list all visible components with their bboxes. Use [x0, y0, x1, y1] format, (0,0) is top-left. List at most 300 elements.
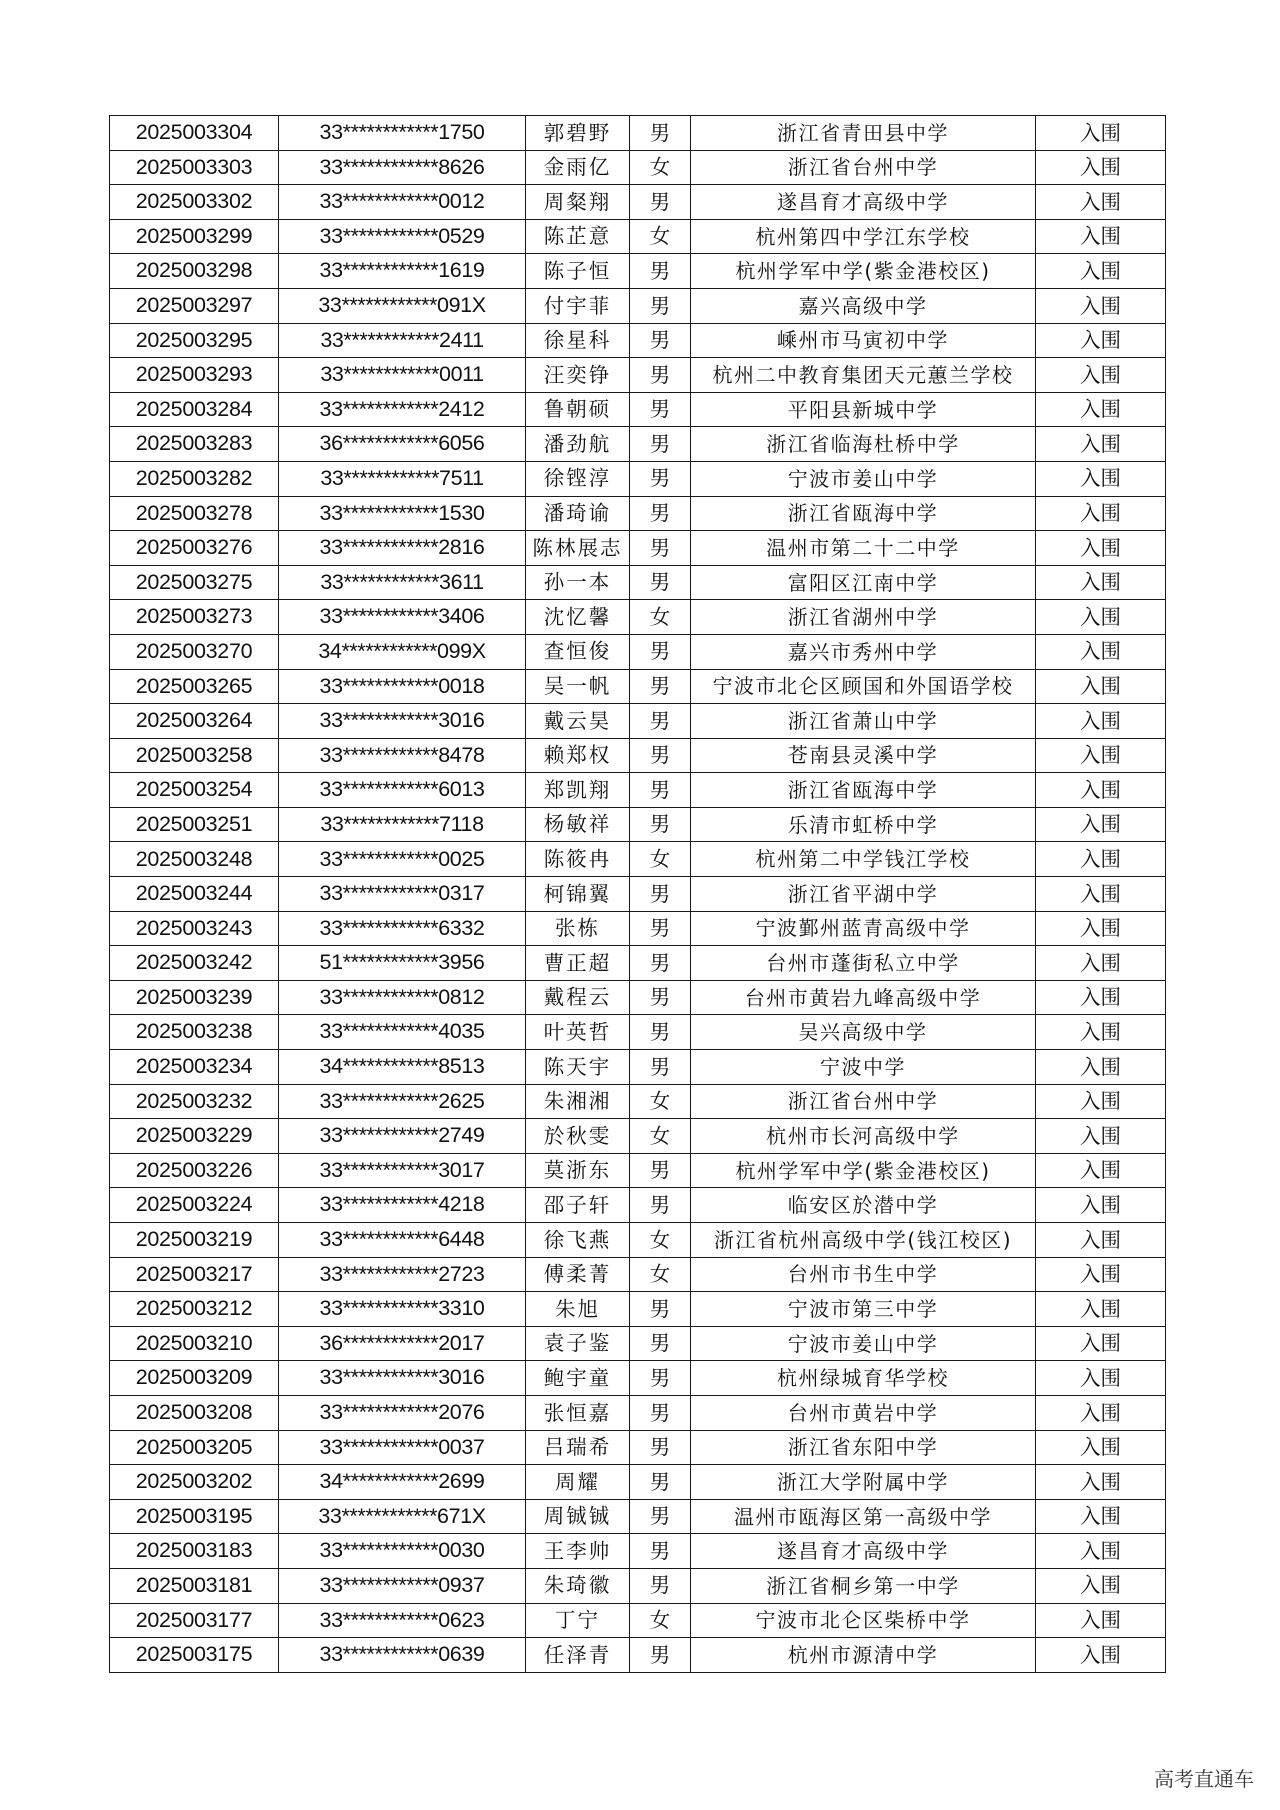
- status: 入围: [1036, 1119, 1166, 1154]
- candidate-name: 陈天宇: [526, 1050, 630, 1085]
- candidate-name: 朱旭: [526, 1292, 630, 1327]
- status: 入围: [1036, 323, 1166, 358]
- school-name: 台州市黄岩九峰高级中学: [691, 980, 1036, 1015]
- id-number: 33************6448: [279, 1223, 526, 1258]
- candidate-name: 朱琦徽: [526, 1568, 630, 1603]
- candidate-id: 2025003212: [110, 1292, 279, 1327]
- gender: 男: [630, 185, 691, 220]
- gender: 男: [630, 946, 691, 981]
- candidate-name: 於秋雯: [526, 1119, 630, 1154]
- id-number: 33************0529: [279, 219, 526, 254]
- candidate-name: 张恒嘉: [526, 1395, 630, 1430]
- gender: 男: [630, 392, 691, 427]
- status: 入围: [1036, 1603, 1166, 1638]
- candidate-id: 2025003273: [110, 600, 279, 635]
- gender: 女: [630, 150, 691, 185]
- candidate-name: 任泽青: [526, 1638, 630, 1673]
- status: 入围: [1036, 1084, 1166, 1119]
- school-name: 杭州学军中学(紫金港校区): [691, 254, 1036, 289]
- school-name: 嵊州市马寅初中学: [691, 323, 1036, 358]
- candidate-id: 2025003284: [110, 392, 279, 427]
- id-number: 33************8626: [279, 150, 526, 185]
- table-row: [110, 288, 1166, 323]
- status: 入围: [1036, 634, 1166, 669]
- table-row: [110, 323, 1166, 358]
- id-number: 33************0639: [279, 1638, 526, 1673]
- school-name: 遂昌育才高级中学: [691, 185, 1036, 220]
- candidate-name: 赖郑权: [526, 738, 630, 773]
- candidate-id: 2025003232: [110, 1084, 279, 1119]
- table-row: [110, 704, 1166, 739]
- id-number: 33************4218: [279, 1188, 526, 1223]
- id-number: 33************2076: [279, 1395, 526, 1430]
- status: 入围: [1036, 1015, 1166, 1050]
- table-row: [110, 1084, 1166, 1119]
- school-name: 宁波市第三中学: [691, 1292, 1036, 1327]
- school-name: 浙江省临海杜桥中学: [691, 427, 1036, 462]
- gender: 男: [630, 1395, 691, 1430]
- status: 入围: [1036, 1153, 1166, 1188]
- table-row: [110, 1326, 1166, 1361]
- candidate-id: 2025003210: [110, 1326, 279, 1361]
- school-name: 遂昌育才高级中学: [691, 1534, 1036, 1569]
- candidate-id: 2025003217: [110, 1257, 279, 1292]
- id-number: 33************1750: [279, 116, 526, 151]
- school-name: 杭州二中教育集团天元蕙兰学校: [691, 358, 1036, 393]
- status: 入围: [1036, 358, 1166, 393]
- table-row: [110, 496, 1166, 531]
- gender: 男: [630, 669, 691, 704]
- candidate-name: 柯锦翼: [526, 877, 630, 912]
- table-row: [110, 1050, 1166, 1085]
- status: 入围: [1036, 773, 1166, 808]
- gender: 女: [630, 1603, 691, 1638]
- candidate-id: 2025003209: [110, 1361, 279, 1396]
- status: 入围: [1036, 185, 1166, 220]
- gender: 男: [630, 1292, 691, 1327]
- school-name: 杭州市源清中学: [691, 1638, 1036, 1673]
- status: 入围: [1036, 842, 1166, 877]
- id-number: 33************0030: [279, 1534, 526, 1569]
- candidate-id: 2025003226: [110, 1153, 279, 1188]
- status: 入围: [1036, 704, 1166, 739]
- gender: 男: [630, 1361, 691, 1396]
- status: 入围: [1036, 738, 1166, 773]
- school-name: 浙江省瓯海中学: [691, 496, 1036, 531]
- id-number: 33************2749: [279, 1119, 526, 1154]
- status: 入围: [1036, 1257, 1166, 1292]
- school-name: 浙江省萧山中学: [691, 704, 1036, 739]
- school-name: 平阳县新城中学: [691, 392, 1036, 427]
- table-row: [110, 634, 1166, 669]
- school-name: 杭州第二中学钱江学校: [691, 842, 1036, 877]
- school-name: 台州市黄岩中学: [691, 1395, 1036, 1430]
- status: 入围: [1036, 980, 1166, 1015]
- school-name: 宁波市姜山中学: [691, 461, 1036, 496]
- id-number: 33************0012: [279, 185, 526, 220]
- status: 入围: [1036, 1638, 1166, 1673]
- school-name: 浙江大学附属中学: [691, 1465, 1036, 1500]
- candidate-id: 2025003293: [110, 358, 279, 393]
- gender: 女: [630, 1084, 691, 1119]
- id-number: 33************6013: [279, 773, 526, 808]
- candidate-name: 徐星科: [526, 323, 630, 358]
- school-name: 浙江省东阳中学: [691, 1430, 1036, 1465]
- candidate-id: 2025003264: [110, 704, 279, 739]
- status: 入围: [1036, 669, 1166, 704]
- id-number: 33************671X: [279, 1499, 526, 1534]
- gender: 男: [630, 704, 691, 739]
- candidate-id: 2025003295: [110, 323, 279, 358]
- status: 入围: [1036, 565, 1166, 600]
- id-number: 33************0317: [279, 877, 526, 912]
- candidate-id: 2025003242: [110, 946, 279, 981]
- school-name: 浙江省湖州中学: [691, 600, 1036, 635]
- candidate-id: 2025003195: [110, 1499, 279, 1534]
- candidate-name: 陈筱冉: [526, 842, 630, 877]
- status: 入围: [1036, 1465, 1166, 1500]
- status: 入围: [1036, 288, 1166, 323]
- candidate-table: [109, 115, 1166, 1673]
- status: 入围: [1036, 877, 1166, 912]
- table-row: [110, 669, 1166, 704]
- id-number: 36************2017: [279, 1326, 526, 1361]
- gender: 男: [630, 1465, 691, 1500]
- candidate-name: 吴一帆: [526, 669, 630, 704]
- table-row: [110, 392, 1166, 427]
- candidate-id: 2025003219: [110, 1223, 279, 1258]
- gender: 男: [630, 1568, 691, 1603]
- id-number: 33************2412: [279, 392, 526, 427]
- candidate-id: 2025003248: [110, 842, 279, 877]
- gender: 男: [630, 358, 691, 393]
- table-row: [110, 980, 1166, 1015]
- id-number: 33************0011: [279, 358, 526, 393]
- school-name: 浙江省桐乡第一中学: [691, 1568, 1036, 1603]
- candidate-id: 2025003276: [110, 531, 279, 566]
- table-row: [110, 1292, 1166, 1327]
- gender: 女: [630, 1223, 691, 1258]
- candidate-name: 郑凯翔: [526, 773, 630, 808]
- table-row: [110, 565, 1166, 600]
- status: 入围: [1036, 1534, 1166, 1569]
- status: 入围: [1036, 461, 1166, 496]
- school-name: 浙江省瓯海中学: [691, 773, 1036, 808]
- candidate-id: 2025003224: [110, 1188, 279, 1223]
- school-name: 浙江省杭州高级中学(钱江校区): [691, 1223, 1036, 1258]
- candidate-id: 2025003208: [110, 1395, 279, 1430]
- gender: 男: [630, 1499, 691, 1534]
- candidate-id: 2025003202: [110, 1465, 279, 1500]
- status: 入围: [1036, 1223, 1166, 1258]
- gender: 男: [630, 1050, 691, 1085]
- candidate-name: 鲁朝硕: [526, 392, 630, 427]
- school-name: 嘉兴高级中学: [691, 288, 1036, 323]
- gender: 男: [630, 738, 691, 773]
- id-number: 33************3016: [279, 704, 526, 739]
- id-number: 33************7511: [279, 461, 526, 496]
- table-row: [110, 911, 1166, 946]
- table-row: [110, 1465, 1166, 1500]
- candidate-name: 付宇菲: [526, 288, 630, 323]
- watermark-text: 高考直通车: [1154, 1767, 1254, 1791]
- id-number: 33************1530: [279, 496, 526, 531]
- status: 入围: [1036, 1395, 1166, 1430]
- status: 入围: [1036, 1361, 1166, 1396]
- candidate-id: 2025003234: [110, 1050, 279, 1085]
- table-row: [110, 1568, 1166, 1603]
- school-name: 浙江省台州中学: [691, 1084, 1036, 1119]
- school-name: 乐清市虹桥中学: [691, 807, 1036, 842]
- gender: 男: [630, 1534, 691, 1569]
- candidate-name: 潘劲航: [526, 427, 630, 462]
- table-row: [110, 531, 1166, 566]
- status: 入围: [1036, 496, 1166, 531]
- school-name: 杭州市长河高级中学: [691, 1119, 1036, 1154]
- candidate-id: 2025003205: [110, 1430, 279, 1465]
- table-row: [110, 185, 1166, 220]
- table-row: [110, 1499, 1166, 1534]
- candidate-name: 陈林展志: [526, 531, 630, 566]
- candidate-id: 2025003283: [110, 427, 279, 462]
- school-name: 温州市第二十二中学: [691, 531, 1036, 566]
- candidate-id: 2025003175: [110, 1638, 279, 1673]
- candidate-name: 汪奕铮: [526, 358, 630, 393]
- id-number: 33************2723: [279, 1257, 526, 1292]
- table-row: [110, 877, 1166, 912]
- school-name: 嘉兴市秀州中学: [691, 634, 1036, 669]
- table-row: [110, 1638, 1166, 1673]
- gender: 女: [630, 1119, 691, 1154]
- candidate-id: 2025003303: [110, 150, 279, 185]
- gender: 女: [630, 600, 691, 635]
- candidate-name: 傅柔菁: [526, 1257, 630, 1292]
- candidate-name: 金雨亿: [526, 150, 630, 185]
- candidate-name: 周粲翔: [526, 185, 630, 220]
- status: 入围: [1036, 600, 1166, 635]
- school-name: 浙江省平湖中学: [691, 877, 1036, 912]
- gender: 女: [630, 219, 691, 254]
- id-number: 33************3017: [279, 1153, 526, 1188]
- id-number: 33************3406: [279, 600, 526, 635]
- school-name: 宁波中学: [691, 1050, 1036, 1085]
- candidate-id: 2025003244: [110, 877, 279, 912]
- candidate-name: 戴程云: [526, 980, 630, 1015]
- candidate-name: 叶英哲: [526, 1015, 630, 1050]
- candidate-table-body: [110, 116, 1166, 1673]
- id-number: 36************6056: [279, 427, 526, 462]
- id-number: 33************2625: [279, 1084, 526, 1119]
- school-name: 浙江省青田县中学: [691, 116, 1036, 151]
- candidate-name: 孙一本: [526, 565, 630, 600]
- school-name: 台州市书生中学: [691, 1257, 1036, 1292]
- id-number: 33************7118: [279, 807, 526, 842]
- candidate-id: 2025003183: [110, 1534, 279, 1569]
- id-number: 33************0018: [279, 669, 526, 704]
- status: 入围: [1036, 531, 1166, 566]
- id-number: 33************0025: [279, 842, 526, 877]
- table-row: [110, 600, 1166, 635]
- table-row: [110, 1603, 1166, 1638]
- school-name: 杭州第四中学江东学校: [691, 219, 1036, 254]
- table-row: [110, 842, 1166, 877]
- candidate-name: 沈忆馨: [526, 600, 630, 635]
- candidate-id: 2025003251: [110, 807, 279, 842]
- gender: 男: [630, 634, 691, 669]
- status: 入围: [1036, 1050, 1166, 1085]
- id-number: 33************8478: [279, 738, 526, 773]
- school-name: 宁波市姜山中学: [691, 1326, 1036, 1361]
- candidate-id: 2025003299: [110, 219, 279, 254]
- table-row: [110, 773, 1166, 808]
- candidate-id: 2025003270: [110, 634, 279, 669]
- gender: 男: [630, 427, 691, 462]
- candidate-name: 查恒俊: [526, 634, 630, 669]
- gender: 男: [630, 1188, 691, 1223]
- school-name: 温州市瓯海区第一高级中学: [691, 1499, 1036, 1534]
- school-name: 吴兴高级中学: [691, 1015, 1036, 1050]
- id-number: 33************0623: [279, 1603, 526, 1638]
- id-number: 34************8513: [279, 1050, 526, 1085]
- candidate-id: 2025003275: [110, 565, 279, 600]
- id-number: 34************2699: [279, 1465, 526, 1500]
- candidate-name: 陈芷意: [526, 219, 630, 254]
- candidate-id: 2025003177: [110, 1603, 279, 1638]
- id-number: 33************2411: [279, 323, 526, 358]
- candidate-id: 2025003278: [110, 496, 279, 531]
- candidate-name: 戴云昊: [526, 704, 630, 739]
- status: 入围: [1036, 427, 1166, 462]
- gender: 男: [630, 1326, 691, 1361]
- candidate-name: 朱湘湘: [526, 1084, 630, 1119]
- table-row: [110, 1188, 1166, 1223]
- school-name: 浙江省台州中学: [691, 150, 1036, 185]
- id-number: 33************0037: [279, 1430, 526, 1465]
- gender: 女: [630, 842, 691, 877]
- table-row: [110, 427, 1166, 462]
- table-row: [110, 254, 1166, 289]
- status: 入围: [1036, 1568, 1166, 1603]
- table-row: [110, 358, 1166, 393]
- table-row: [110, 1015, 1166, 1050]
- id-number: 33************4035: [279, 1015, 526, 1050]
- school-name: 宁波鄞州蓝青高级中学: [691, 911, 1036, 946]
- candidate-name: 周铖铖: [526, 1499, 630, 1534]
- candidate-name: 杨敏祥: [526, 807, 630, 842]
- gender: 男: [630, 496, 691, 531]
- gender: 男: [630, 807, 691, 842]
- status: 入围: [1036, 1499, 1166, 1534]
- id-number: 33************3611: [279, 565, 526, 600]
- school-name: 杭州绿城育华学校: [691, 1361, 1036, 1396]
- gender: 男: [630, 565, 691, 600]
- school-name: 富阳区江南中学: [691, 565, 1036, 600]
- candidate-name: 周耀: [526, 1465, 630, 1500]
- table-row: [110, 1361, 1166, 1396]
- gender: 男: [630, 911, 691, 946]
- status: 入围: [1036, 911, 1166, 946]
- status: 入围: [1036, 1326, 1166, 1361]
- table-row: [110, 1430, 1166, 1465]
- candidate-id: 2025003239: [110, 980, 279, 1015]
- id-number: 33************0937: [279, 1568, 526, 1603]
- candidate-name: 徐铿淳: [526, 461, 630, 496]
- table-row: [110, 461, 1166, 496]
- table-row: [110, 1534, 1166, 1569]
- id-number: 33************0812: [279, 980, 526, 1015]
- id-number: 33************1619: [279, 254, 526, 289]
- status: 入围: [1036, 807, 1166, 842]
- school-name: 台州市蓬街私立中学: [691, 946, 1036, 981]
- gender: 男: [630, 877, 691, 912]
- table-row: [110, 1223, 1166, 1258]
- candidate-name: 莫浙东: [526, 1153, 630, 1188]
- table-row: [110, 738, 1166, 773]
- candidate-name: 徐飞燕: [526, 1223, 630, 1258]
- candidate-id: 2025003243: [110, 911, 279, 946]
- table-row: [110, 1153, 1166, 1188]
- table-row: [110, 1119, 1166, 1154]
- table-row: [110, 150, 1166, 185]
- gender: 男: [630, 773, 691, 808]
- id-number: 33************2816: [279, 531, 526, 566]
- candidate-name: 张栋: [526, 911, 630, 946]
- status: 入围: [1036, 219, 1166, 254]
- table-row: [110, 219, 1166, 254]
- status: 入围: [1036, 1292, 1166, 1327]
- gender: 男: [630, 1153, 691, 1188]
- candidate-name: 郭碧野: [526, 116, 630, 151]
- school-name: 宁波市北仑区柴桥中学: [691, 1603, 1036, 1638]
- gender: 男: [630, 531, 691, 566]
- status: 入围: [1036, 1430, 1166, 1465]
- school-name: 临安区於潜中学: [691, 1188, 1036, 1223]
- school-name: 杭州学军中学(紫金港校区): [691, 1153, 1036, 1188]
- school-name: 苍南县灵溪中学: [691, 738, 1036, 773]
- gender: 男: [630, 254, 691, 289]
- id-number: 33************3310: [279, 1292, 526, 1327]
- table-row: [110, 1395, 1166, 1430]
- candidate-name: 邵子轩: [526, 1188, 630, 1223]
- table-row: [110, 1257, 1166, 1292]
- gender: 男: [630, 461, 691, 496]
- status: 入围: [1036, 116, 1166, 151]
- id-number: 51************3956: [279, 946, 526, 981]
- gender: 女: [630, 1257, 691, 1292]
- status: 入围: [1036, 1188, 1166, 1223]
- candidate-name: 吕瑞希: [526, 1430, 630, 1465]
- candidate-id: 2025003258: [110, 738, 279, 773]
- candidate-id: 2025003282: [110, 461, 279, 496]
- gender: 男: [630, 116, 691, 151]
- candidate-id: 2025003304: [110, 116, 279, 151]
- candidate-id: 2025003181: [110, 1568, 279, 1603]
- candidate-id: 2025003254: [110, 773, 279, 808]
- candidate-id: 2025003238: [110, 1015, 279, 1050]
- candidate-name: 曹正超: [526, 946, 630, 981]
- status: 入围: [1036, 392, 1166, 427]
- table-row: [110, 807, 1166, 842]
- candidate-id: 2025003297: [110, 288, 279, 323]
- candidate-name: 陈子恒: [526, 254, 630, 289]
- candidate-id: 2025003302: [110, 185, 279, 220]
- id-number: 33************3016: [279, 1361, 526, 1396]
- id-number: 33************6332: [279, 911, 526, 946]
- table-row: [110, 946, 1166, 981]
- gender: 男: [630, 980, 691, 1015]
- table-row: [110, 116, 1166, 151]
- candidate-id: 2025003265: [110, 669, 279, 704]
